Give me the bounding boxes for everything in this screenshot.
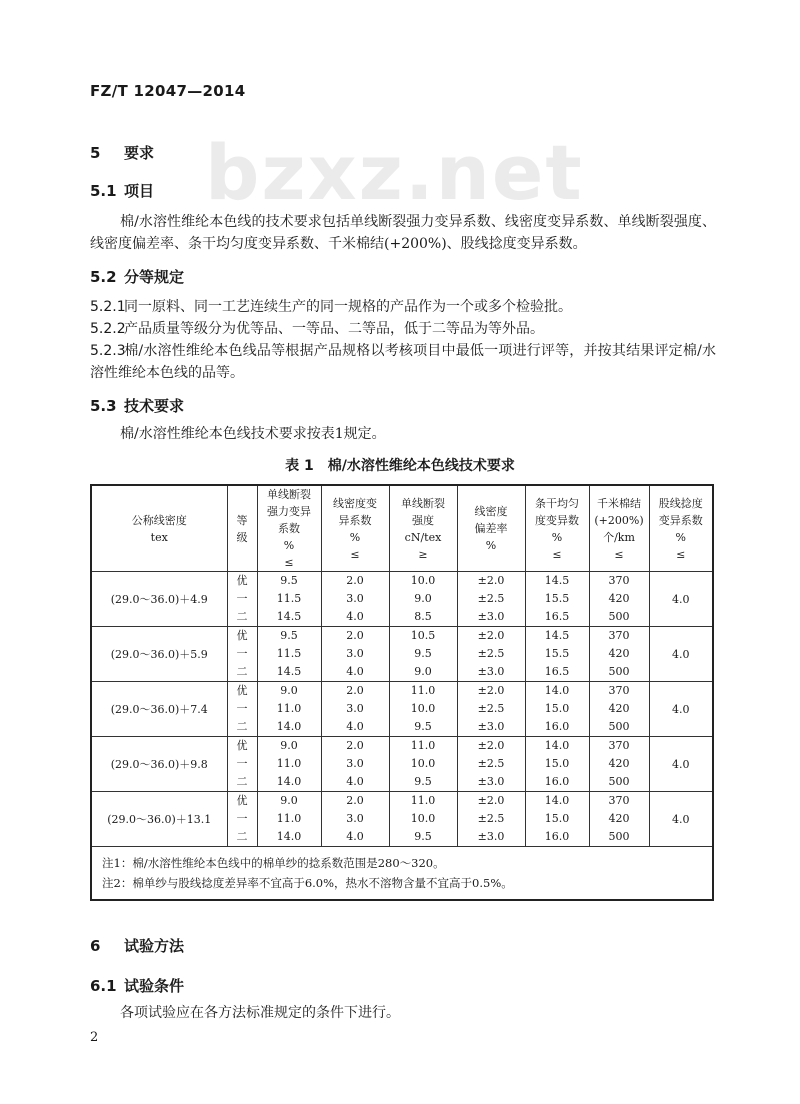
- column-header: [389, 485, 457, 572]
- cell-value: 15.0: [544, 702, 570, 715]
- cell-value: 11.0: [276, 812, 302, 825]
- table-header-row: [91, 485, 713, 572]
- value-cell: [525, 737, 589, 792]
- cell-value: 14.0: [544, 794, 570, 807]
- column-header-line: cN/tex: [404, 530, 442, 544]
- cell-value: 16.0: [544, 775, 570, 788]
- column-header-line: ≤: [676, 547, 686, 561]
- column-header-line: %: [675, 530, 686, 544]
- column-header-line: 单线断裂: [267, 488, 311, 501]
- grade-value: 二: [236, 720, 248, 733]
- value-cell: [389, 737, 457, 792]
- twist-cv-cell: 4.0: [649, 572, 713, 627]
- value-cell: [457, 737, 525, 792]
- column-header-line: 等: [236, 513, 248, 527]
- value-cell: [257, 627, 321, 682]
- document-code-header: FZ/T 12047—2014: [90, 82, 246, 100]
- section-5-1-heading: 5.1 项目: [90, 182, 155, 200]
- column-header: [257, 485, 321, 572]
- value-cell: [389, 792, 457, 847]
- grade-cell: [227, 682, 257, 737]
- table-note: 注2：棉单纱与股线捻度差异率不宜高于6.0%，热水不溶物含量不宜高于0.5%。: [102, 876, 513, 890]
- cell-value: 2.0: [346, 629, 364, 642]
- value-cell: [257, 572, 321, 627]
- value-cell: [457, 682, 525, 737]
- cell-value: 16.5: [544, 665, 570, 678]
- cell-value: 16.5: [544, 610, 570, 623]
- column-header-line: 偏差率: [474, 522, 508, 535]
- twist-cv-cell: 4.0: [649, 792, 713, 847]
- value-cell: [525, 627, 589, 682]
- cell-value: ±2.5: [477, 757, 505, 770]
- grade-value: 优: [236, 574, 248, 587]
- grade-value: 一: [236, 702, 248, 715]
- cell-value: 2.0: [346, 739, 364, 752]
- cell-value: ±2.5: [477, 647, 505, 660]
- cell-value: 9.0: [280, 739, 298, 752]
- cell-value: 9.0: [280, 684, 298, 697]
- value-cell: [321, 682, 389, 737]
- column-header: [227, 485, 257, 572]
- value-cell: [589, 627, 649, 682]
- cell-value: ±3.0: [477, 720, 505, 733]
- section-5-3-paragraph: 棉/水溶性维纶本色线技术要求按表1规定。: [120, 426, 386, 442]
- column-header-line: 股线捻度: [658, 496, 703, 510]
- cell-value: 370: [608, 794, 630, 807]
- column-header-line: 强度: [412, 513, 434, 527]
- cell-value: 16.0: [544, 830, 570, 843]
- grade-value: 优: [236, 739, 248, 752]
- cell-value: 9.5: [414, 720, 432, 733]
- cell-value: 14.0: [544, 739, 570, 752]
- cell-value: ±3.0: [477, 665, 505, 678]
- column-header-line: ≥: [418, 547, 428, 561]
- table-notes-row: [91, 847, 713, 901]
- grade-value: 优: [236, 684, 248, 697]
- cell-value: 11.0: [410, 794, 436, 807]
- column-header-line: ≤: [350, 547, 360, 561]
- section-6-heading: 6 试验方法: [90, 937, 185, 955]
- value-cell: [389, 627, 457, 682]
- clause-5-2-1: 5.2.1同一原料、同一工艺连续生产的同一规格的产品作为一个或多个检验批。: [90, 299, 572, 315]
- cell-value: ±2.5: [477, 702, 505, 715]
- table-row: [91, 572, 713, 627]
- cell-value: 420: [608, 702, 630, 715]
- cell-value: 500: [608, 720, 630, 733]
- cell-value: ±2.5: [477, 812, 505, 825]
- cell-value: 370: [608, 684, 630, 697]
- cell-value: 4.0: [346, 610, 364, 623]
- grade-value: 一: [236, 757, 248, 770]
- cell-value: 15.0: [544, 757, 570, 770]
- cell-value: ±2.0: [477, 574, 505, 587]
- table-note: 注1：棉/水溶性维纶本色线中的棉单纱的捻系数范围是280～320。: [102, 856, 445, 870]
- value-cell: [257, 682, 321, 737]
- table-row: [91, 792, 713, 847]
- cell-value: 500: [608, 665, 630, 678]
- column-header: [525, 485, 589, 572]
- column-header-line: 公称线密度: [131, 513, 187, 527]
- section-6-1-heading: 6.1 试验条件: [90, 977, 185, 995]
- cell-value: 500: [608, 775, 630, 788]
- grade-value: 一: [236, 647, 248, 660]
- column-header-line: ≤: [614, 547, 624, 561]
- nominal-linear-density-cell: (29.0～36.0)＋7.4: [91, 682, 227, 737]
- cell-value: 370: [608, 629, 630, 642]
- column-header-line: 强力变异: [267, 505, 311, 518]
- page-number: 2: [90, 1030, 99, 1045]
- table-row: [91, 627, 713, 682]
- value-cell: [525, 682, 589, 737]
- value-cell: [525, 572, 589, 627]
- cell-value: 11.0: [410, 739, 436, 752]
- cell-value: 14.5: [544, 574, 570, 587]
- column-header-line: 线密度: [474, 505, 508, 518]
- cell-value: 420: [608, 647, 630, 660]
- cell-value: 9.0: [414, 665, 432, 678]
- twist-cv-cell: 4.0: [649, 737, 713, 792]
- column-header-line: ≤: [552, 547, 562, 561]
- cell-value: 370: [608, 739, 630, 752]
- technical-requirements-table: [90, 484, 714, 901]
- grade-cell: [227, 737, 257, 792]
- grade-cell: [227, 627, 257, 682]
- value-cell: [589, 792, 649, 847]
- cell-value: 500: [608, 830, 630, 843]
- table-row: [91, 737, 713, 792]
- cell-value: 9.5: [414, 775, 432, 788]
- value-cell: [389, 572, 457, 627]
- column-header-line: %: [551, 530, 563, 544]
- column-header-line: tex: [150, 530, 168, 544]
- clause-5-2-3: 5.2.3棉/水溶性维纶本色线品等根据产品规格以考核项目中最低一项进行评等，并按其结果评定棉/水溶性维纶本色线的品等。: [90, 343, 716, 381]
- grade-value: 二: [236, 775, 248, 788]
- cell-value: 3.0: [346, 592, 364, 605]
- table-notes: [91, 847, 713, 901]
- cell-value: 370: [608, 574, 630, 587]
- column-header-line: %: [485, 539, 497, 552]
- column-header: [321, 485, 389, 572]
- cell-value: 420: [608, 592, 630, 605]
- column-header: [649, 485, 713, 572]
- column-header: [457, 485, 525, 572]
- column-header: [91, 485, 227, 572]
- column-header-line: 条干均匀: [535, 496, 579, 510]
- grade-value: 一: [236, 812, 248, 825]
- column-header-line: 级: [236, 530, 248, 544]
- nominal-linear-density-cell: (29.0～36.0)＋4.9: [91, 572, 227, 627]
- cell-value: 3.0: [346, 647, 364, 660]
- cell-value: 500: [608, 610, 630, 623]
- value-cell: [457, 572, 525, 627]
- column-header-line: %: [349, 530, 361, 544]
- value-cell: [457, 792, 525, 847]
- cell-value: 420: [608, 812, 630, 825]
- cell-value: 15.0: [544, 812, 570, 825]
- value-cell: [389, 682, 457, 737]
- cell-value: 2.0: [346, 684, 364, 697]
- grade-value: 优: [236, 794, 248, 807]
- cell-value: 11.0: [410, 684, 436, 697]
- value-cell: [257, 737, 321, 792]
- grade-cell: [227, 792, 257, 847]
- column-header-line: 异系数: [338, 513, 372, 527]
- cell-value: 14.5: [276, 610, 302, 623]
- section-6-1-paragraph: 各项试验应在各方法标准规定的条件下进行。: [120, 1005, 400, 1021]
- cell-value: ±2.0: [477, 684, 505, 697]
- column-header-line: ≤: [284, 556, 294, 569]
- cell-value: ±2.0: [477, 629, 505, 642]
- cell-value: 10.5: [410, 629, 436, 642]
- value-cell: [457, 627, 525, 682]
- cell-value: 14.0: [544, 684, 570, 697]
- value-cell: [257, 792, 321, 847]
- column-header-line: %: [283, 539, 295, 552]
- nominal-linear-density-cell: (29.0～36.0)＋5.9: [91, 627, 227, 682]
- cell-value: 2.0: [346, 794, 364, 807]
- cell-value: 11.0: [276, 702, 302, 715]
- cell-value: 3.0: [346, 757, 364, 770]
- cell-value: ±2.0: [477, 739, 505, 752]
- cell-value: 14.0: [276, 830, 302, 843]
- column-header-line: 单线断裂: [401, 496, 445, 510]
- cell-value: 420: [608, 757, 630, 770]
- grade-value: 优: [236, 629, 248, 642]
- twist-cv-cell: 4.0: [649, 682, 713, 737]
- cell-value: 2.0: [346, 574, 364, 587]
- cell-value: 9.0: [414, 592, 432, 605]
- cell-value: 10.0: [410, 702, 436, 715]
- grade-cell: [227, 572, 257, 627]
- cell-value: 8.5: [414, 610, 432, 623]
- cell-value: 11.0: [276, 757, 302, 770]
- cell-value: 4.0: [346, 665, 364, 678]
- cell-value: 14.5: [544, 629, 570, 642]
- cell-value: 14.5: [276, 665, 302, 678]
- cell-value: 16.0: [544, 720, 570, 733]
- cell-value: 14.0: [276, 720, 302, 733]
- column-header-line: 度变异数: [535, 513, 579, 527]
- watermark-logo: bzxz.net: [205, 128, 584, 217]
- value-cell: [321, 737, 389, 792]
- column-header-line: 个/km: [603, 530, 635, 544]
- cell-value: 3.0: [346, 812, 364, 825]
- grade-value: 二: [236, 665, 248, 678]
- section-5-heading: 5 要求: [90, 144, 155, 162]
- value-cell: [589, 572, 649, 627]
- cell-value: ±2.0: [477, 794, 505, 807]
- table-row: [91, 682, 713, 737]
- cell-value: 9.5: [414, 647, 432, 660]
- value-cell: [589, 682, 649, 737]
- column-header-line: 系数: [278, 522, 300, 535]
- cell-value: 9.5: [280, 629, 298, 642]
- nominal-linear-density-cell: (29.0～36.0)＋13.1: [91, 792, 227, 847]
- cell-value: 10.0: [410, 574, 436, 587]
- section-5-2-heading: 5.2 分等规定: [90, 268, 185, 286]
- value-cell: [321, 572, 389, 627]
- cell-value: 9.0: [280, 794, 298, 807]
- value-cell: [525, 792, 589, 847]
- cell-value: ±2.5: [477, 592, 505, 605]
- cell-value: 4.0: [346, 775, 364, 788]
- cell-value: 4.0: [346, 720, 364, 733]
- cell-value: ±3.0: [477, 610, 505, 623]
- section-5-1-paragraph: 棉/水溶性维纶本色线的技术要求包括单线断裂强力变异系数、线密度变异系数、单线断裂强度、线密度偏差率、条干均匀度变异系数、千米棉结(+200%)、股线捻度变异系数。: [90, 214, 716, 252]
- cell-value: 4.0: [346, 830, 364, 843]
- cell-value: 9.5: [414, 830, 432, 843]
- cell-value: 14.0: [276, 775, 302, 788]
- value-cell: [589, 737, 649, 792]
- value-cell: [321, 792, 389, 847]
- cell-value: ±3.0: [477, 830, 505, 843]
- cell-value: 11.5: [276, 592, 302, 605]
- section-5-3-heading: 5.3 技术要求: [90, 397, 185, 415]
- cell-value: 9.5: [280, 574, 298, 587]
- cell-value: 11.5: [276, 647, 302, 660]
- column-header-line: 千米棉结: [597, 496, 641, 510]
- grade-value: 二: [236, 610, 248, 623]
- cell-value: 15.5: [544, 647, 570, 660]
- cell-value: ±3.0: [477, 775, 505, 788]
- column-header-line: 线密度变: [333, 496, 377, 510]
- cell-value: 3.0: [346, 702, 364, 715]
- clause-5-2-2: 5.2.2产品质量等级分为优等品、一等品、二等品，低于二等品为等外品。: [90, 321, 544, 337]
- cell-value: 10.0: [410, 812, 436, 825]
- grade-value: 一: [236, 592, 248, 605]
- nominal-linear-density-cell: (29.0～36.0)＋9.8: [91, 737, 227, 792]
- cell-value: 10.0: [410, 757, 436, 770]
- column-header-line: 变异系数: [658, 513, 703, 527]
- grade-value: 二: [236, 830, 248, 843]
- table-caption: 表 1 棉/水溶性维纶本色线技术要求: [285, 458, 515, 474]
- column-header-line: (+200%): [594, 513, 644, 527]
- twist-cv-cell: 4.0: [649, 627, 713, 682]
- cell-value: 15.5: [544, 592, 570, 605]
- value-cell: [321, 627, 389, 682]
- column-header: [589, 485, 649, 572]
